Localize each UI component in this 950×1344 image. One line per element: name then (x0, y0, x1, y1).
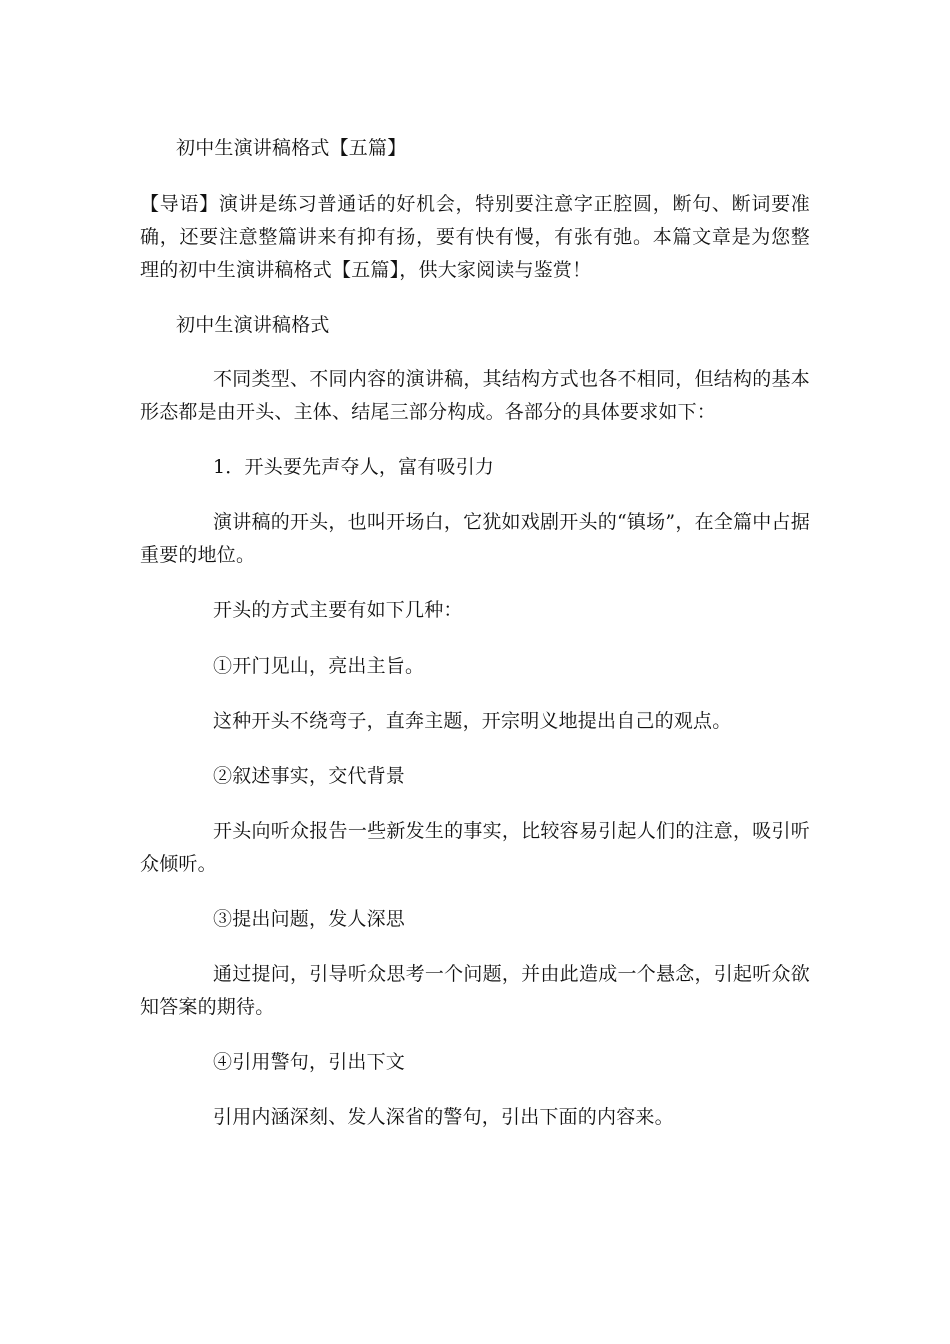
paragraph-method-2: ②叙述事实，交代背景 (213, 765, 406, 787)
paragraph-opening-desc: 演讲稿的开头，也叫开场白，它犹如戏剧开头的“镇场”，在全篇中占据重要的地位。 (140, 511, 810, 566)
section-title: 初中生演讲稿格式 (176, 314, 330, 336)
paragraph-heading-opening: 1．开头要先声夺人，富有吸引力 (213, 456, 495, 478)
paragraph-method-2-desc: 开头向听众报告一些新发生的事实，比较容易引起人们的注意，吸引听众倾听。 (140, 820, 810, 875)
paragraph-opening-methods: 开头的方式主要有如下几种： (213, 599, 463, 621)
paragraph-structure-intro: 不同类型、不同内容的演讲稿，其结构方式也各不相同，但结构的基本形态都是由开头、主体、结尾三部分构成。各部分的具体要求如下： (140, 368, 810, 423)
paragraph-method-1-desc: 这种开头不绕弯子，直奔主题，开宗明义地提出自己的观点。 (213, 710, 732, 732)
paragraph-method-1: ①开门见山，亮出主旨。 (213, 655, 425, 677)
lead-paragraph: 【导语】演讲是练习普通话的好机会，特别要注意字正腔圆，断句、断词要准确，还要注意整篇讲来有抑有扬，要有快有慢，有张有弛。本篇文章是为您整理的初中生演讲稿格式【五篇】，供大家阅读与鉴赏！ (140, 193, 810, 281)
paragraph-method-3-desc: 通过提问，引导听众思考一个问题，并由此造成一个悬念，引起听众欲知答案的期待。 (140, 963, 810, 1018)
paragraph-method-4-desc: 引用内涵深刻、发人深省的警句，引出下面的内容来。 (213, 1106, 674, 1128)
document-title: 初中生演讲稿格式【五篇】 (176, 137, 407, 159)
paragraph-method-4: ④引用警句，引出下文 (213, 1051, 406, 1073)
paragraph-method-3: ③提出问题，发人深思 (213, 908, 406, 930)
